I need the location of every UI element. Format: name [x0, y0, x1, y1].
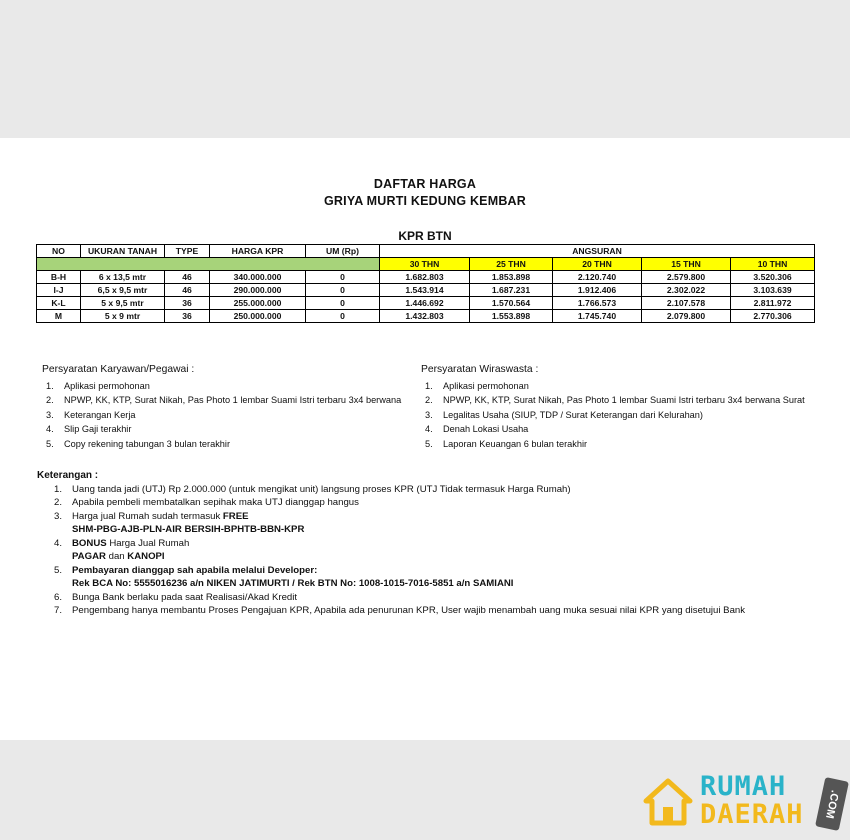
cell-ukuran: 5 x 9,5 mtr: [81, 297, 165, 310]
cell-angsuran: 1.687.231: [470, 284, 553, 297]
list-item: 4. Denah Lokasi Usaha: [425, 424, 529, 435]
table-row: [37, 310, 815, 323]
table-row: [37, 297, 815, 310]
list-item: 2. Apabila pembeli membatalkan sepihak maka UTJ dianggap hangus: [54, 497, 359, 508]
cell-um: 0: [306, 271, 380, 284]
table-header-row: [37, 245, 815, 258]
cell-angsuran: 2.120.740: [553, 271, 642, 284]
list-item: 3. Keterangan Kerja: [46, 409, 136, 420]
cell-angsuran: 2.079.800: [642, 310, 731, 323]
list-item: 3. Legalitas Usaha (SIUP, TDP / Surat Keterangan dari Kelurahan): [425, 409, 703, 420]
cell-um: 0: [306, 284, 380, 297]
doc-title: DAFTAR HARGA: [373, 177, 477, 191]
header-type: TYPE: [165, 245, 210, 258]
list-item: 5. Laporan Keuangan 6 bulan terakhir: [425, 438, 588, 449]
keterangan-list: [37, 483, 827, 618]
tenor-30: 30 THN: [380, 258, 470, 271]
logo-com-badge: .COM: [815, 777, 849, 831]
cell-no: B-H: [37, 271, 81, 284]
cell-angsuran: 2.579.800: [642, 271, 731, 284]
cell-angsuran: 3.520.306: [731, 271, 815, 284]
cell-no: M: [37, 310, 81, 323]
cell-angsuran: 1.570.564: [470, 297, 553, 310]
karyawan-list: [42, 379, 422, 452]
tenor-25: 25 THN: [470, 258, 553, 271]
header-um: UM (Rp): [306, 245, 380, 258]
list-item: 1. Uang tanda jadi (UTJ) Rp 2.000.000 (untuk mengikat unit) langsung proses KPR (UTJ Tidak termasuk Harga Rumah): [54, 483, 571, 495]
cell-ukuran: 6 x 13,5 mtr: [81, 271, 165, 284]
cell-angsuran: 1.543.914: [380, 284, 470, 297]
section-title: KPR BTN: [398, 229, 452, 243]
cell-no: K-L: [37, 297, 81, 310]
cell-angsuran: 1.912.406: [553, 284, 642, 297]
list-item: 1. Aplikasi permohonan: [46, 380, 150, 391]
header-harga: HARGA KPR: [210, 245, 306, 258]
table-row: [37, 284, 815, 297]
cell-angsuran: 1.853.898: [470, 271, 553, 284]
cell-ukuran: 5 x 9 mtr: [81, 310, 165, 323]
cell-type: 46: [165, 284, 210, 297]
list-item: 5. Pembayaran dianggap sah apabila melalui Developer: Rek BCA No: 5555016236 a/n NIKEN JATIMURTI / Rek BTN No: 1008-1015-7016-5851 a/n SAMIANI: [54, 564, 514, 589]
doc-subtitle: GRIYA MURTI KEDUNG KEMBAR: [324, 194, 526, 208]
keterangan-section: [37, 469, 827, 618]
tenor-20: 20 THN: [553, 258, 642, 271]
list-item: 7. Pengembang hanya membantu Proses Pengajuan KPR, Apabila ada penurunan KPR, User wajib menambah uang muka sesuai nilai KPR yang disetujui Bank: [54, 605, 746, 616]
karyawan-heading: Persyaratan Karyawan/Pegawai :: [42, 364, 195, 375]
cell-harga: 250.000.000: [210, 310, 306, 323]
list-item: 1. Aplikasi permohonan: [425, 380, 529, 391]
cell-type: 46: [165, 271, 210, 284]
cell-type: 36: [165, 310, 210, 323]
wiraswasta-list: [421, 379, 821, 452]
cell-angsuran: 1.682.803: [380, 271, 470, 284]
cell-harga: 340.000.000: [210, 271, 306, 284]
cell-harga: 255.000.000: [210, 297, 306, 310]
cell-no: I-J: [37, 284, 81, 297]
list-item: 5. Copy rekening tabungan 3 bulan terakhir: [46, 438, 230, 449]
green-spacer: [37, 258, 380, 271]
list-item: 6. Bunga Bank berlaku pada saat Realisasi/Akad Kredit: [54, 591, 298, 603]
cell-angsuran: 1.745.740: [553, 310, 642, 323]
cell-ukuran: 6,5 x 9,5 mtr: [81, 284, 165, 297]
header-angsuran: ANGSURAN: [380, 245, 815, 258]
wiraswasta-heading: Persyaratan Wiraswasta :: [421, 364, 539, 375]
header-ukuran: UKURAN TANAH: [81, 245, 165, 258]
cell-angsuran: 1.553.898: [470, 310, 553, 323]
cell-angsuran: 2.107.578: [642, 297, 731, 310]
cell-angsuran: 2.811.972: [731, 297, 815, 310]
cell-angsuran: 2.770.306: [731, 310, 815, 323]
rumahdaerah-logo: [640, 771, 840, 831]
cell-harga: 290.000.000: [210, 284, 306, 297]
top-gray-band: [0, 0, 850, 138]
cell-angsuran: 1.766.573: [553, 297, 642, 310]
cell-angsuran: 2.302.022: [642, 284, 731, 297]
cell-um: 0: [306, 297, 380, 310]
list-item: 2. NPWP, KK, KTP, Surat Nikah, Pas Photo 1 lembar Suami Istri terbaru 3x4 berwana: [46, 395, 402, 406]
requirements-karyawan: [42, 363, 422, 452]
cell-angsuran: 1.432.803: [380, 310, 470, 323]
header-no: NO: [37, 245, 81, 258]
list-item: 2. NPWP, KK, KTP, Surat Nikah, Pas Photo 1 lembar Suami Istri terbaru 3x4 berwana Surat: [425, 395, 805, 406]
cell-angsuran: 3.103.639: [731, 284, 815, 297]
price-table: [36, 244, 815, 323]
logo-word-daerah: DAERAH: [700, 799, 804, 830]
logo-word-rumah: RUMAH: [700, 771, 787, 802]
list-item: 3. Harga jual Rumah sudah termasuk FREE SHM-PBG-AJB-PLN-AIR BERSIH-BPHTB-BBN-KPR: [54, 510, 305, 535]
cell-um: 0: [306, 310, 380, 323]
list-item: 4. Slip Gaji terakhir: [46, 424, 132, 435]
list-item: 4. BONUS Harga Jual Rumah PAGAR dan KANOPI: [54, 537, 190, 562]
cell-type: 36: [165, 297, 210, 310]
requirements-wiraswasta: [421, 363, 821, 452]
table-row: [37, 271, 815, 284]
document-page: [0, 138, 850, 740]
cell-angsuran: 1.446.692: [380, 297, 470, 310]
keterangan-heading: Keterangan :: [37, 470, 99, 481]
tenor-row: [37, 258, 815, 271]
house-icon: [640, 775, 696, 829]
tenor-10: 10 THN: [731, 258, 815, 271]
tenor-15: 15 THN: [642, 258, 731, 271]
